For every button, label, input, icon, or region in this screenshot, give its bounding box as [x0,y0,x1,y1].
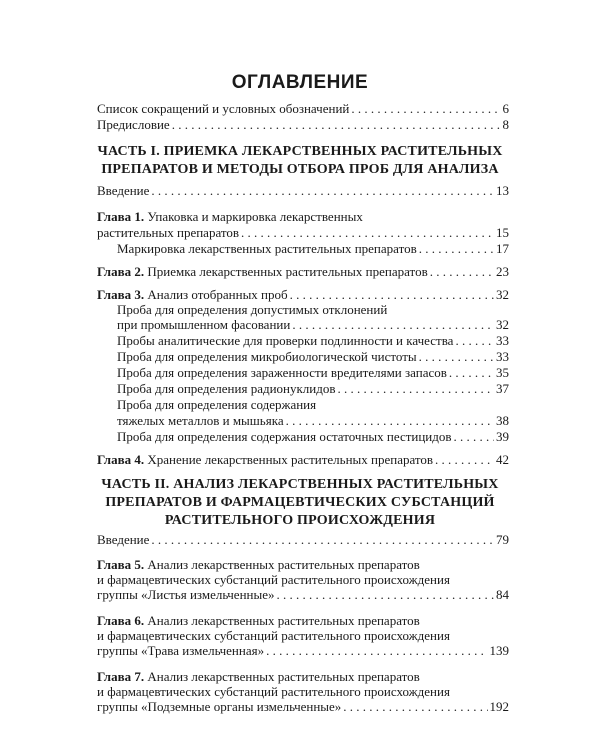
entry-label: Проба для определения радионуклидов [117,381,336,396]
leader-dots [151,532,494,548]
leader-dots [172,117,501,133]
entry-label: Список сокращений и условных обозначений [97,101,350,116]
entry-label: Проба для определения допустимых отклонений [117,302,388,317]
toc-subentry-heavy-metals-line1[interactable] [117,397,529,413]
toc-entry-intro-part2[interactable] [97,532,509,548]
entry-page: 39 [496,429,509,444]
leader-dots [151,183,494,199]
toc-subentry-deviation[interactable] [117,317,509,333]
entry-page: 32 [496,317,509,332]
chapter-number: Глава 1. [97,209,145,224]
toc-entry-chapter-3[interactable] [97,287,509,303]
leader-dots [266,643,487,659]
entry-label: группы «Листья измельченные» [97,587,275,602]
toc-subentry-deviation-line1[interactable] [117,302,529,318]
leader-dots [338,381,494,397]
toc-entry-chapter-6-line2[interactable] [97,628,509,644]
chapter-number: Глава 2. [97,264,145,279]
entry-label: и фармацевтических субстанций растительного происхождения [97,684,450,699]
entry-page: 139 [489,643,509,658]
chapter-number: Глава 5. [97,557,145,572]
part-heading-line: ЧАСТЬ II. АНАЛИЗ ЛЕКАРСТВЕННЫХ РАСТИТЕЛЬНЫХ [101,477,499,492]
entry-label: и фармацевтических субстанций растительного происхождения [97,628,450,643]
entry-page: 13 [496,183,509,198]
toc-entry-chapter-7-line1[interactable] [97,669,509,685]
leader-dots [430,264,494,280]
leader-dots [277,587,495,603]
leader-dots [455,333,494,349]
entry-label: Анализ отобранных проб [147,287,288,302]
toc-subentry-analytical[interactable] [117,333,509,349]
part-2-heading [60,476,540,530]
leader-dots [290,287,494,303]
chapter-number: Глава 4. [97,452,145,467]
toc-subentry-pesticides[interactable] [117,429,509,445]
entry-page: 17 [496,241,509,256]
entry-label: Анализ лекарственных растительных препаратов [147,557,420,572]
toc-entry-chapter-2[interactable] [97,264,509,280]
toc-entry-preface[interactable] [97,117,509,133]
toc-entry-chapter-5-line2[interactable] [97,572,509,588]
toc-entry-chapter-1-line1[interactable] [97,209,509,225]
chapter-number: Глава 3. [97,287,145,302]
entry-page: 6 [502,101,509,116]
leader-dots [286,413,494,429]
entry-label: тяжелых металлов и мышьяка [117,413,284,428]
part-heading-line: ПРЕПАРАТОВ И ФАРМАЦЕВТИЧЕСКИХ СУБСТАНЦИЙ [105,495,495,510]
entry-page: 32 [496,287,509,302]
entry-page: 38 [496,413,509,428]
entry-label: Приемка лекарственных растительных препаратов [147,264,428,279]
entry-label: Упаковка и маркировка лекарственных [147,209,363,224]
entry-label: Проба для определения зараженности вредителями запасов [117,365,447,380]
entry-page: 23 [496,264,509,279]
entry-page: 79 [496,532,509,547]
entry-label: Проба для определения содержания остаточных пестицидов [117,429,452,444]
entry-page: 42 [496,452,509,467]
entry-page: 33 [496,349,509,364]
toc-subentry-radionuclides[interactable] [117,381,509,397]
toc-subentry-pests[interactable] [117,365,509,381]
entry-label: Проба для определения микробиологической чистоты [117,349,417,364]
toc-subentry-labeling[interactable] [117,241,509,257]
toc-entry-chapter-6[interactable] [97,643,509,659]
entry-label: растительных препаратов [97,225,240,240]
entry-page: 37 [496,381,509,396]
entry-label: Анализ лекарственных растительных препаратов [147,613,420,628]
toc-entry-chapter-7[interactable] [97,699,509,715]
toc-entry-chapter-4[interactable] [97,452,509,468]
leader-dots [419,349,494,365]
toc-entry-chapter-1[interactable] [97,225,509,241]
entry-page: 84 [496,587,509,602]
entry-label: Проба для определения содержания [117,397,317,412]
part-heading-line: ПРЕПАРАТОВ И МЕТОДЫ ОТБОРА ПРОБ ДЛЯ АНАЛИЗА [101,162,499,177]
toc-subentry-heavy-metals[interactable] [117,413,509,429]
entry-label: и фармацевтических субстанций растительного происхождения [97,572,450,587]
leader-dots [435,452,494,468]
entry-page: 33 [496,333,509,348]
entry-label: при промышленном фасовании [117,317,291,332]
page-title: ОГЛАВЛЕНИЕ [231,72,369,93]
chapter-number: Глава 7. [97,669,145,684]
entry-label: Предисловие [97,117,170,132]
leader-dots [241,225,494,241]
entry-page: 8 [502,117,509,132]
entry-page: 15 [496,225,509,240]
entry-label: Введение [97,532,150,547]
entry-label: Введение [97,183,150,198]
entry-label: Хранение лекарственных растительных препаратов [147,452,434,467]
part-heading-line: РАСТИТЕЛЬНОГО ПРОИСХОЖДЕНИЯ [164,513,436,528]
entry-label: группы «Подземные органы измельченные» [97,699,342,714]
leader-dots [454,429,494,445]
toc-subentry-microbiology[interactable] [117,349,509,365]
entry-label: группы «Трава измельченная» [97,643,265,658]
entry-label: Анализ лекарственных растительных препаратов [147,669,420,684]
part-1-heading [60,143,540,179]
entry-page: 192 [489,699,509,714]
toc-entry-intro-part1[interactable] [97,183,509,199]
chapter-number: Глава 6. [97,613,145,628]
toc-entry-chapter-6-line1[interactable] [97,613,509,629]
toc-entry-chapter-5[interactable] [97,587,509,603]
entry-label: Пробы аналитические для проверки подлинности и качества [117,333,454,348]
entry-page: 35 [496,365,509,380]
leader-dots [449,365,494,381]
part-heading-line: ЧАСТЬ I. ПРИЕМКА ЛЕКАРСТВЕННЫХ РАСТИТЕЛЬНЫХ [97,144,503,159]
toc-entry-chapter-5-line1[interactable] [97,557,509,573]
entry-label: Маркировка лекарственных растительных препаратов [117,241,417,256]
toc-entry-chapter-7-line2[interactable] [97,684,509,700]
toc-entry-abbreviations[interactable] [97,101,509,117]
leader-dots [419,241,494,257]
leader-dots [343,699,487,715]
leader-dots [292,317,494,333]
leader-dots [351,101,500,117]
